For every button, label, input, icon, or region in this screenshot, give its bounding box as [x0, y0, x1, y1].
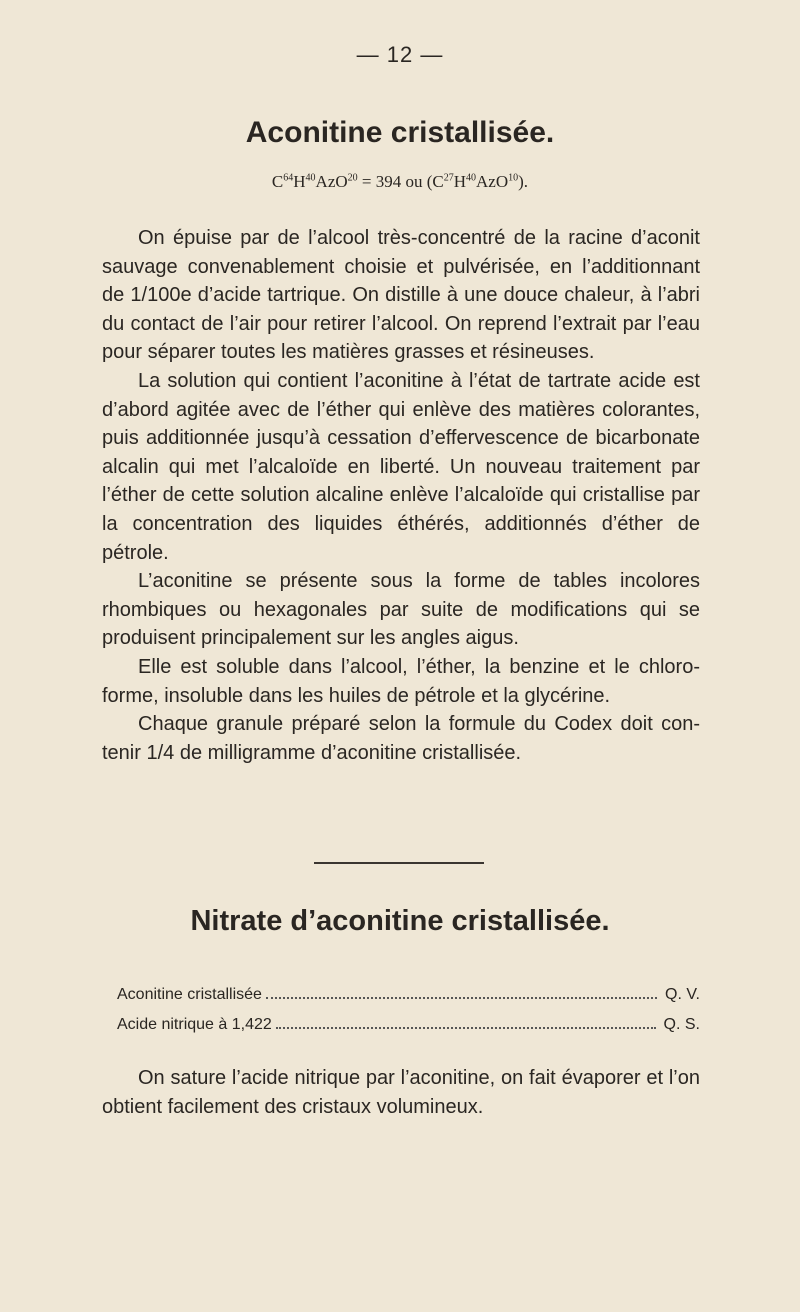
paragraph: On épuise par de l’alcool très-concentré de la racine d’aconit sauvage convenablement choisie et pulvérisée, en l’additionnant de 1/100e d’acide tartrique. On distille à une douce chaleur, à l’abri du contact de l’air pour retirer l’alcool. On reprend l’extrait par l’eau pour séparer toutes les matières grasses et résineuses.: [102, 227, 700, 364]
formula-close: ).: [518, 172, 529, 191]
paragraph: On sature l’acide nitrique par l’aconitine, on fait évaporer et l’on obtient facilement des cristaux volumineux.: [102, 1067, 700, 1118]
paragraph: Elle est soluble dans l’alcool, l’éther, la benzine et le chloroforme, insoluble dans les huiles de pétrole et la glycérine.: [102, 655, 700, 707]
formula-c-sub: 64: [283, 172, 294, 184]
formula-o: O: [335, 172, 348, 191]
recipe-quantity: Q. S.: [663, 1016, 700, 1033]
formula-o2: O: [495, 172, 509, 191]
dot-leader: [266, 997, 657, 999]
recipe-ingredient: Aconitine cristallisée: [117, 986, 262, 1003]
formula-az2: Az: [476, 172, 496, 191]
section2-body: [102, 1064, 700, 1122]
paragraph: La solution qui contient l’aconitine à l’état de tartrate acide est d’abord agitée avec de l’éther qui enlève des matières colorantes, puis additionnée jusqu’à cessation d’effervescence de bicarbonate alcalin qui met l’alcaloïde en liberté. Un nouveau traitement par l’éther de cette solution alcaline enlève l’alcaloïde qui cristallise par la concentration des liquides éthérés, additionnés d’éther de pétrole.: [102, 369, 700, 564]
formula-h2: H: [453, 172, 467, 191]
page-number: — 12 —: [356, 42, 444, 67]
paragraph: Chaque granule préparé selon la formule du Codex doit contenir 1/4 de milligramme d’aconitine cristallisée.: [102, 713, 700, 764]
section-title-aconitine: Aconitine cristallisée.: [245, 116, 555, 149]
section-divider: [314, 862, 484, 864]
formula-c: C: [271, 172, 284, 191]
formula-o2-sub: 10: [508, 172, 519, 184]
recipe-quantity: Q. V.: [665, 986, 700, 1003]
formula-c2-sub: 27: [443, 172, 454, 184]
section1-body: [102, 224, 700, 767]
recipe-line: [117, 1016, 700, 1034]
recipe-ingredient: Acide nitrique à 1,422: [117, 1016, 272, 1033]
formula-h: H: [293, 172, 306, 191]
formula-o-sub: 20: [347, 172, 358, 184]
chemical-formula: [0, 172, 800, 192]
section-title-nitrate: Nitrate d’aconitine cristallisée.: [190, 905, 610, 937]
formula-eq: = 394 ou (C: [357, 172, 444, 191]
formula-h2-sub: 40: [466, 172, 477, 184]
formula-h-sub: 40: [305, 172, 316, 184]
formula-az: Az: [315, 172, 336, 191]
dot-leader: [276, 1027, 656, 1029]
recipe-line: [117, 986, 700, 1004]
paragraph: L’aconitine se présente sous la forme de tables incolores rhombiques ou hexagonales par suite de modifications qui se produisent principalement sur les angles aigus.: [102, 570, 700, 650]
